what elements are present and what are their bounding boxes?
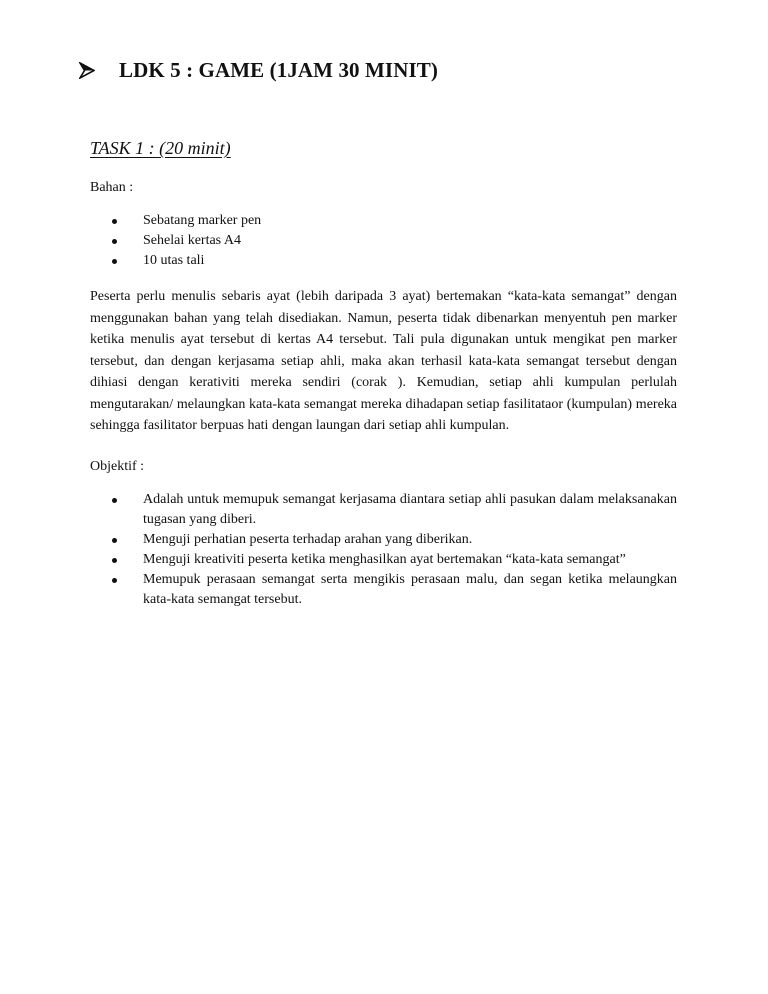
list-item-text: Menguji kreativiti peserta ketika menghasilkan ayat bertemakan “kata-kata semangat” [143,552,626,567]
task-description: Peserta perlu menulis sebaris ayat (lebih daripada 3 ayat) bertemakan “kata-kata semangat” dengan menggunakan bahan yang telah disediakan. Namun, peserta tidak dibenarkan menyentuh pen marker ketika menulis ayat tersebut di kertas A4 tersebut. Tali pula digunakan untuk mengikat pen marker tersebut, dan dengan kerjasama setiap ahli, maka akan terhasil kata-kata semangat tersebut dengan dihiasi dengan kerativiti mereka sendiri (corak ). Kemudian, setiap ahli kumpulan perlulah mengutarakan/ melaungkan kata-kata semangat mereka dihadapan setiap fasilitataor (kumpulan) mereka sehingga fasilitator berpuas hati dengan laungan dari setiap ahli kumpulan. [90,289,677,433]
list-item [112,231,261,251]
bullet-dot-icon [112,578,117,583]
list-item-text: Adalah untuk memupuk semangat kerjasama diantara setiap ahli pasukan dalam melaksanakan tugasan yang diberi. [143,492,677,527]
list-item-text: 10 utas tali [143,253,205,268]
list-item-text: Sehelai kertas A4 [143,233,241,248]
section-heading [79,58,438,83]
task-title: TASK 1 : (20 minit) [90,138,231,158]
bullet-dot-icon [112,558,117,563]
objektif-list [112,490,677,610]
bullet-dot-icon [112,538,117,543]
list-item-text: Sebatang marker pen [143,213,262,228]
bullet-dot-icon [112,239,117,244]
section-title: LDK 5 : GAME (1JAM 30 MINIT) [119,58,438,82]
list-item-text: Memupuk perasaan semangat serta mengikis perasaan malu, dan segan ketika melaungkan kata-kata semangat tersebut. [143,572,677,607]
bullet-dot-icon [112,219,117,224]
list-item [112,530,677,550]
bullet-dot-icon [112,259,117,264]
objektif-label: Objektif : [90,459,145,474]
bahan-list [112,211,261,271]
list-item [112,211,261,231]
list-item [112,251,261,271]
list-item [112,550,677,570]
list-item [112,490,677,530]
bullet-dot-icon [112,498,117,503]
list-item [112,570,677,610]
bahan-label: Bahan : [90,180,134,195]
list-item-text: Menguji perhatian peserta terhadap arahan yang diberikan. [143,532,473,547]
arrow-bullet-icon [79,62,95,79]
